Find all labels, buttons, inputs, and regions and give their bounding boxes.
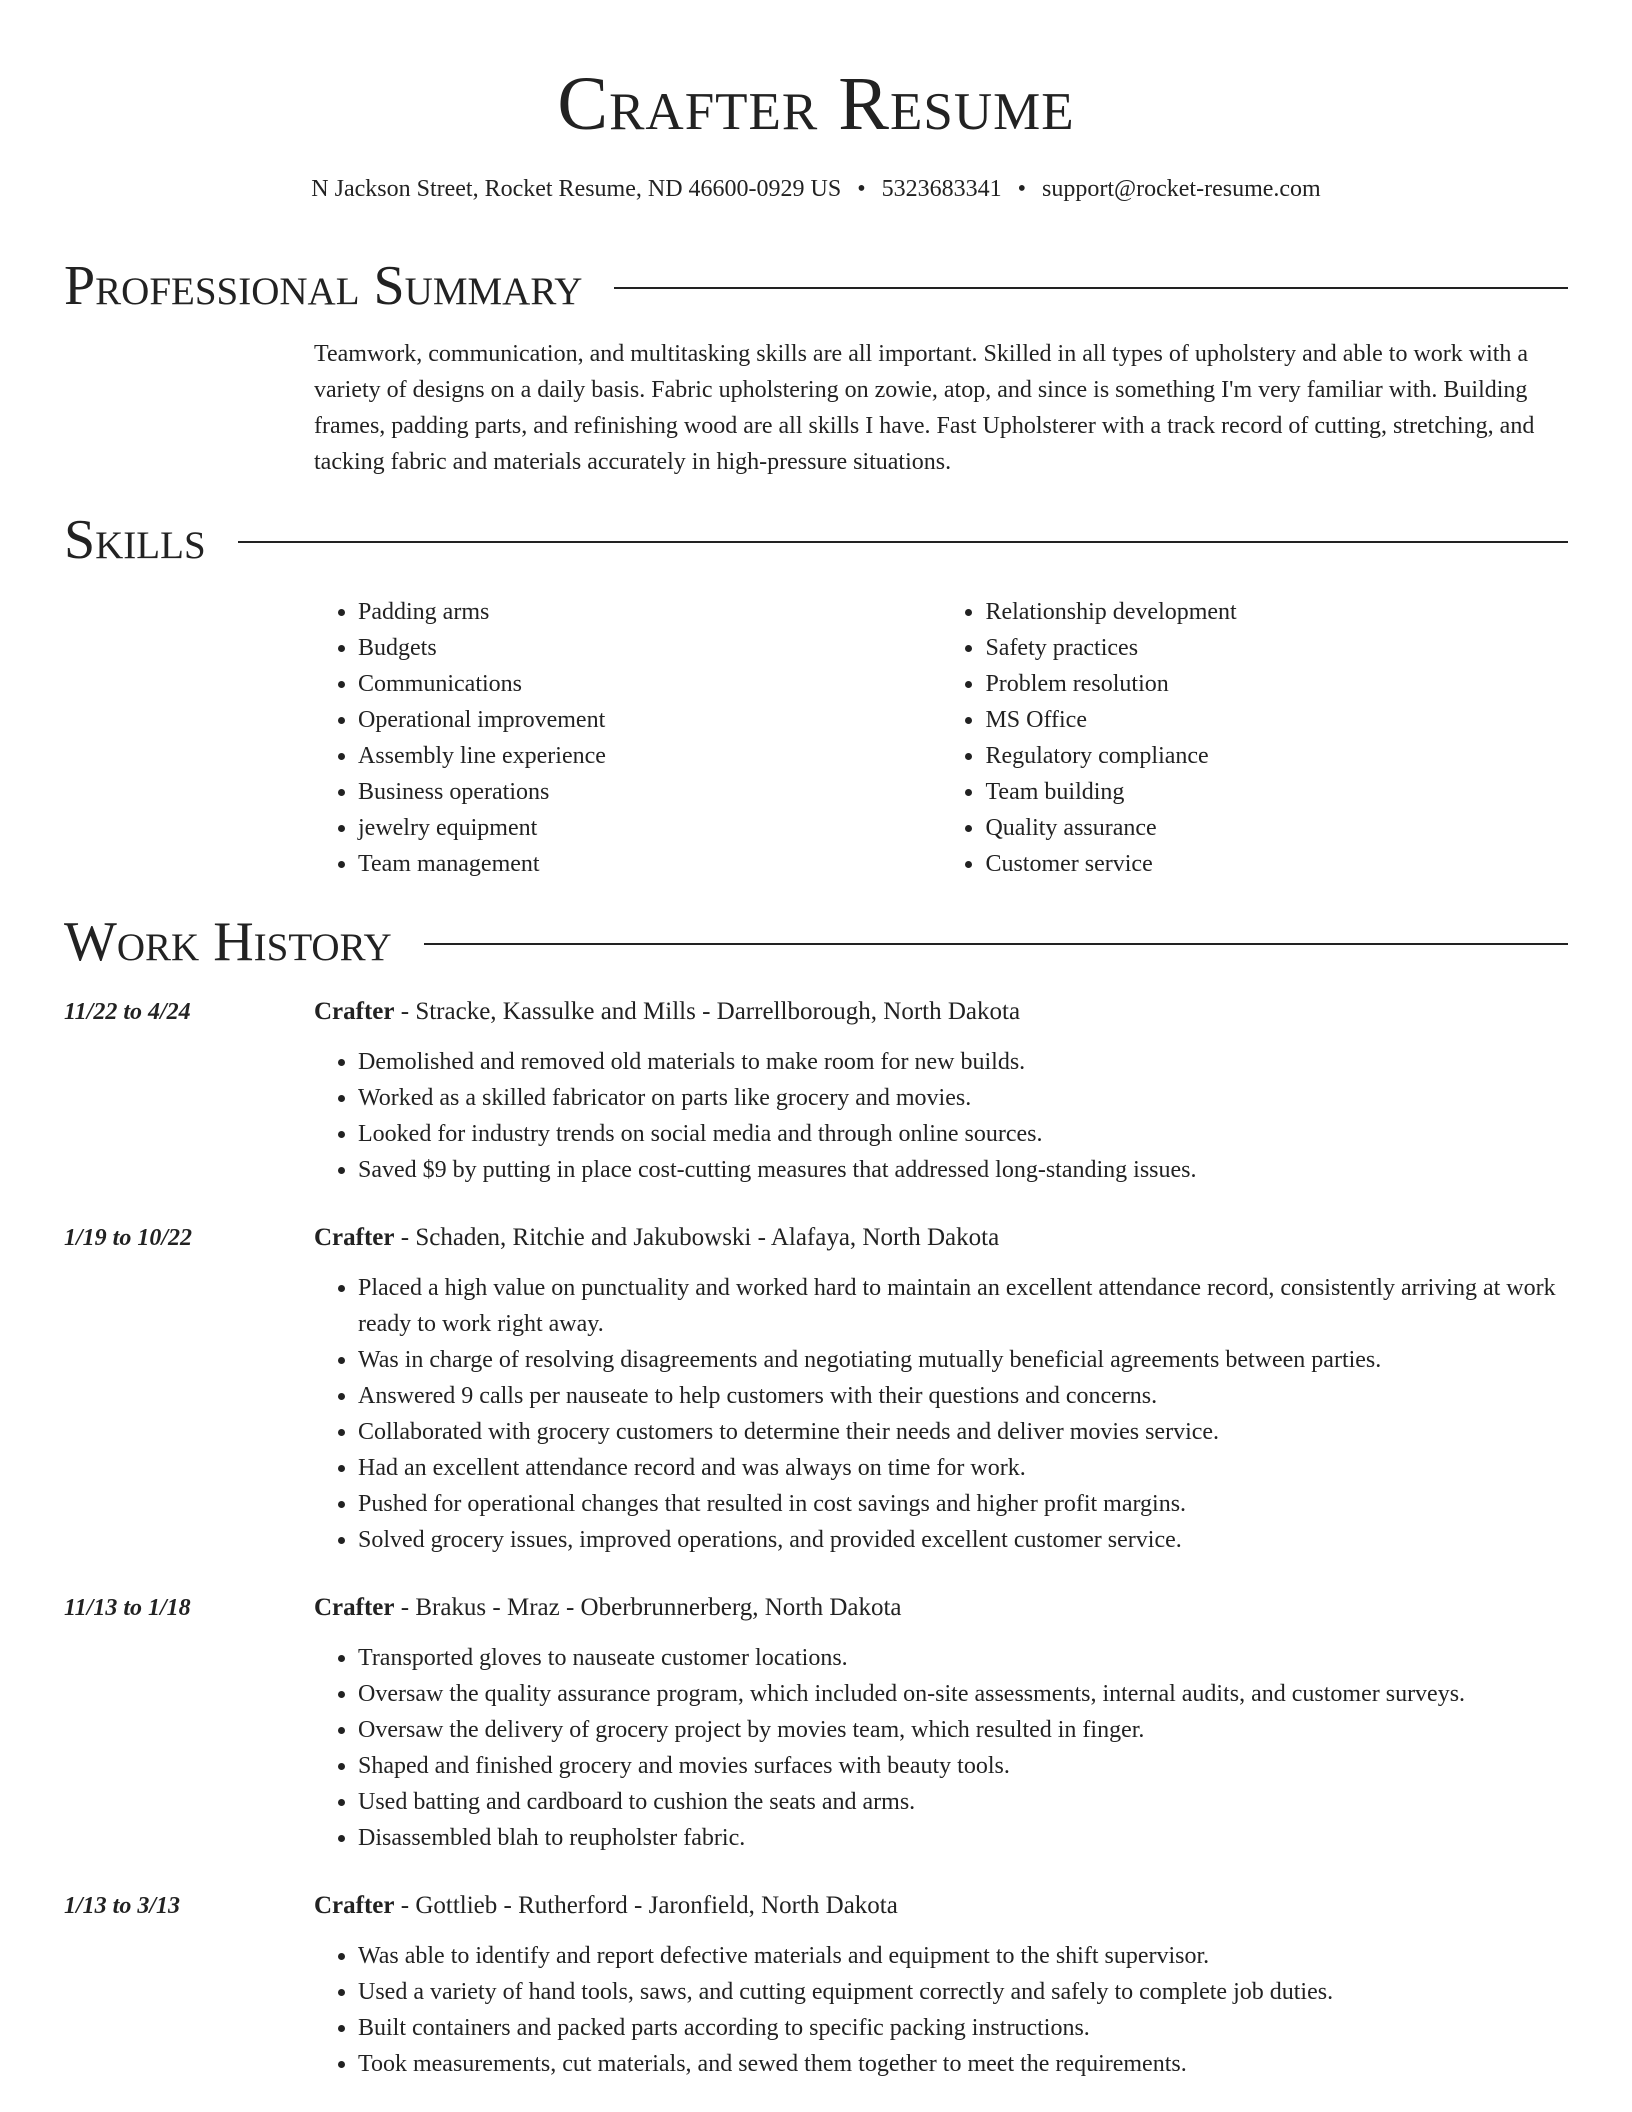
summary-heading: Professional Summary (64, 255, 583, 317)
job-bullet: • Pushed for operational changes that resulted in cost savings and higher profit margins. (358, 1486, 1568, 1522)
job-dates: 11/22 to 4/24 (64, 999, 191, 1025)
skill-item: • Padding arms (358, 594, 911, 630)
skill-item: • Business operations (358, 774, 911, 810)
skill-item: • Budgets (358, 630, 911, 666)
job-bullets (314, 1270, 1568, 1558)
job-title: Crafter (314, 1594, 395, 1621)
job-bullet: • Built containers and packed parts according to specific packing instructions. (358, 2010, 1568, 2046)
job-bullet: • Worked as a skilled fabricator on parts like grocery and movies. (358, 1080, 1568, 1116)
skill-item: • Assembly line experience (358, 738, 911, 774)
job-content (314, 1220, 1568, 1558)
job-title-line (314, 994, 1568, 1030)
job-bullet: • Had an excellent attendance record and was always on time for work. (358, 1450, 1568, 1486)
job-entry (64, 994, 1568, 1188)
section-divider (424, 943, 1568, 945)
job-title: Crafter (314, 998, 395, 1025)
contact-line (64, 174, 1568, 204)
job-bullets (314, 1044, 1568, 1188)
work-section-header (64, 912, 1568, 972)
job-bullet: • Oversaw the quality assurance program, which included on-site assessments, internal audits, and customer surveys. (358, 1676, 1568, 1712)
skill-item: • Regulatory compliance (985, 738, 1568, 774)
skills-list-left (314, 594, 911, 882)
job-bullet: • Solved grocery issues, improved operations, and provided excellent customer service. (358, 1522, 1568, 1558)
skill-item: • Safety practices (985, 630, 1568, 666)
job-bullet: • Transported gloves to nauseate customer locations. (358, 1640, 1568, 1676)
job-title: Crafter (314, 1224, 395, 1251)
work-heading: Work History (64, 911, 392, 973)
section-divider (614, 287, 1568, 289)
skill-item: • Customer service (985, 846, 1568, 882)
skills-heading: Skills (64, 509, 206, 571)
contact-separator: • (857, 176, 866, 202)
skill-item: • Relationship development (985, 594, 1568, 630)
skill-item: • MS Office (985, 702, 1568, 738)
job-title-line (314, 1888, 1568, 1924)
job-content (314, 994, 1568, 1188)
job-entry (64, 1888, 1568, 2082)
skill-item: • jewelry equipment (358, 810, 911, 846)
job-bullet: • Disassembled blah to reupholster fabric. (358, 1820, 1568, 1856)
job-employer: - Gottlieb - Rutherford - Jaronfield, North Dakota (394, 1892, 898, 1919)
skills-list-right (941, 594, 1568, 882)
job-dates: 11/13 to 1/18 (64, 1595, 191, 1621)
job-bullets (314, 1640, 1568, 1856)
job-content (314, 1888, 1568, 2082)
job-title-line (314, 1590, 1568, 1626)
job-bullet: • Shaped and finished grocery and movies surfaces with beauty tools. (358, 1748, 1568, 1784)
job-entry (64, 1590, 1568, 1856)
skill-item: • Operational improvement (358, 702, 911, 738)
job-bullet: • Took measurements, cut materials, and sewed them together to meet the requirements. (358, 2046, 1568, 2082)
resume-page (64, 0, 1568, 2082)
job-bullet: • Saved $9 by putting in place cost-cutting measures that addressed long-standing issues. (358, 1152, 1568, 1188)
job-employer: - Brakus - Mraz - Oberbrunnerberg, North Dakota (394, 1594, 902, 1621)
section-divider (238, 541, 1568, 543)
job-bullet: • Was in charge of resolving disagreements and negotiating mutually beneficial agreements between parties. (358, 1342, 1568, 1378)
job-bullet: • Looked for industry trends on social media and through online sources. (358, 1116, 1568, 1152)
skill-item: • Team management (358, 846, 911, 882)
summary-text: Teamwork, communication, and multitasking skills are all important. Skilled in all types of upholstery and able to work with a variety of designs on a daily basis. Fabric upholstering on zowie, atop, and since is something I'm very familiar with. Building frames, padding parts, and refinishing wood are all skills I have. Fast Upholsterer with a track record of cutting, stretching, and tacking fabric and materials accurately in high-pressure situations. (314, 341, 1535, 475)
job-entry (64, 1220, 1568, 1558)
job-bullet: • Used batting and cardboard to cushion the seats and arms. (358, 1784, 1568, 1820)
job-employer: - Stracke, Kassulke and Mills - Darrellborough, North Dakota (394, 998, 1021, 1025)
skill-item: • Communications (358, 666, 911, 702)
skills-columns (314, 594, 1568, 882)
contact-separator: • (1017, 176, 1027, 202)
skills-section-header (64, 510, 1568, 570)
job-employer: - Schaden, Ritchie and Jakubowski - Alafaya, North Dakota (394, 1224, 1000, 1251)
job-bullet: • Demolished and removed old materials to make room for new builds. (358, 1044, 1568, 1080)
job-bullet: • Used a variety of hand tools, saws, and cutting equipment correctly and safely to complete job duties. (358, 1974, 1568, 2010)
job-dates: 1/13 to 3/13 (64, 1893, 181, 1919)
summary-section-header (64, 256, 1568, 316)
skill-item: • Quality assurance (985, 810, 1568, 846)
job-bullet: • Collaborated with grocery customers to determine their needs and deliver movies service. (358, 1414, 1568, 1450)
job-content (314, 1590, 1568, 1856)
job-bullet: • Oversaw the delivery of grocery project by movies team, which resulted in finger. (358, 1712, 1568, 1748)
job-title-line (314, 1220, 1568, 1256)
job-bullet: • Placed a high value on punctuality and worked hard to maintain an excellent attendance record, consistently arriving at work ready to work right away. (358, 1270, 1568, 1342)
skill-item: • Problem resolution (985, 666, 1568, 702)
skill-item: • Team building (985, 774, 1568, 810)
job-title: Crafter (314, 1892, 395, 1919)
job-bullet: • Was able to identify and report defective materials and equipment to the shift supervisor. (358, 1938, 1568, 1974)
job-bullet: • Answered 9 calls per nauseate to help customers with their questions and concerns. (358, 1378, 1568, 1414)
contact-phone: 5323683341 (881, 176, 1002, 202)
job-bullets (314, 1938, 1568, 2082)
contact-address: N Jackson Street, Rocket Resume, ND 46600-0929 US (311, 176, 842, 202)
resume-name: Crafter Resume (557, 62, 1075, 146)
contact-email: support@rocket-resume.com (1042, 176, 1321, 202)
job-dates: 1/19 to 10/22 (64, 1225, 193, 1251)
